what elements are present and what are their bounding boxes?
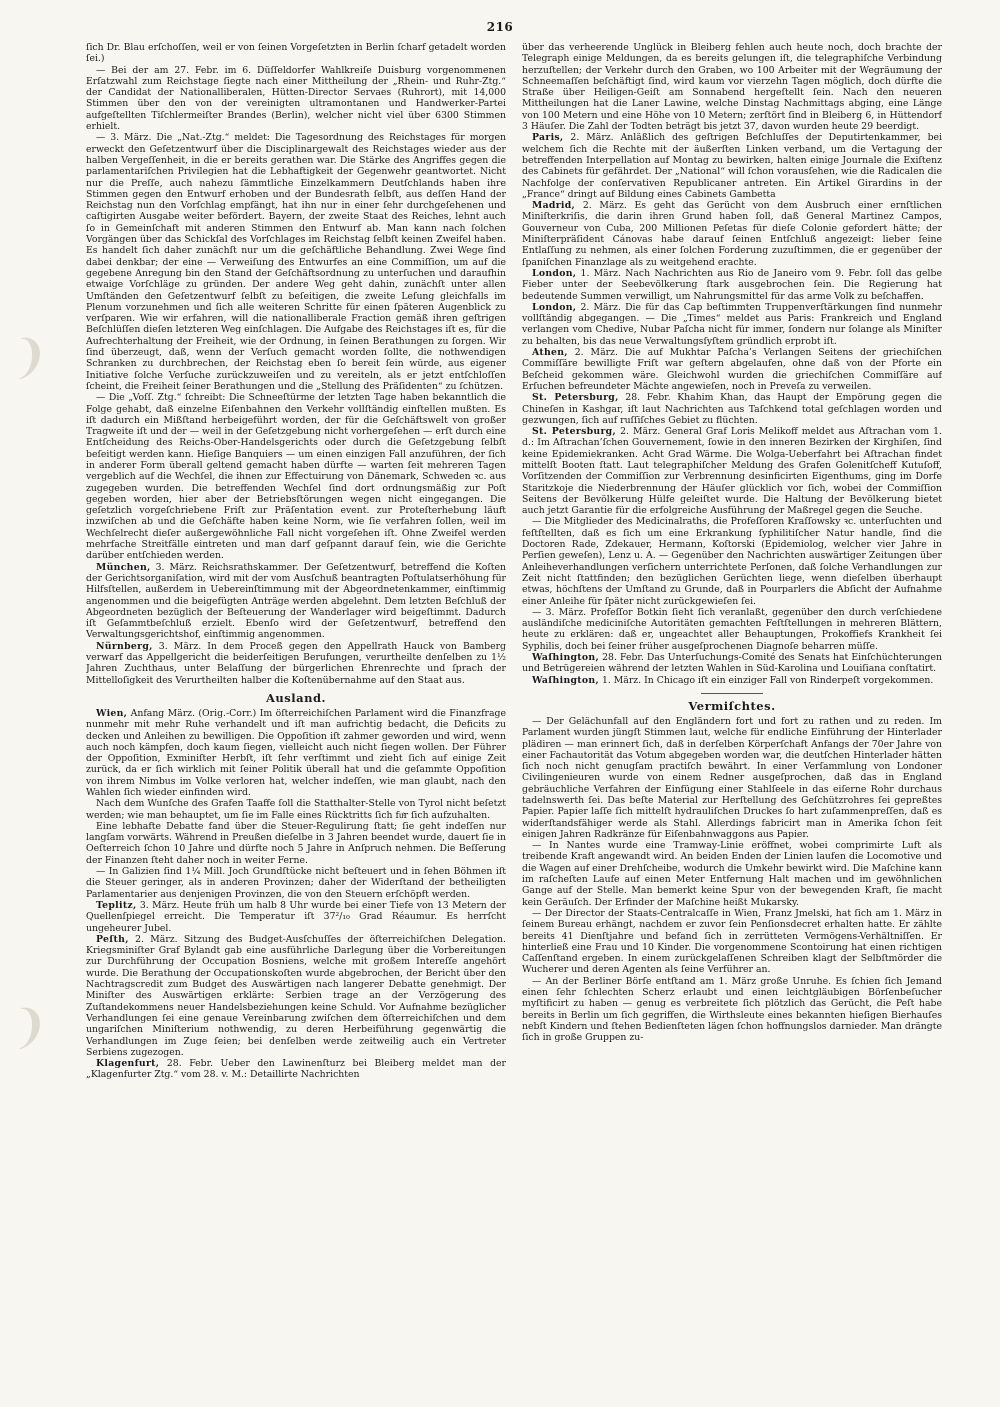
article-body: 2. März. Die für das Cap beſtimmten Truppenverſtärkungen ſind nunmehr vollſtändig abgegangen. — Die „Times“ meldet aus Paris: Frankreich und England verlangen vom Chedive, Nubar Paſcha nicht für immer, ſondern nur ſolange als Miniſter zu behalten, bis das neue Verwaltungsſyſtem gründlich erprobt iſt. bbox=[522, 301, 942, 347]
article-text: Eine lebhafte Debatte fand über die Steuer-Regulirung ſtatt; ſie geht indeſſen nur langſam vorwärts. Während in Preußen dieſelbe in 3 Jahren beendet wurde, dauert ſie in Oeſterreich ſchon 10 Jahre und dürfte noch 5 Jahre in Anſpruch nehmen. Die Beſſerung der Finanzen ſteht daher noch in weiter Ferne. bbox=[86, 820, 506, 866]
article-body: Anfang März. (Orig.-Corr.) Im öſterreichiſchen Parlament wird die Finanzfrage nunmehr mit mehr Ruhe verhandelt und iſt man aufrichtig bedacht, die Deficits zu decken und Anleihen zu bewilligen. Die Oppoſition iſt zahmer geworden und wird, wenn auch noch kämpfen, doch kaum ſiegen, vielleicht auch nicht ſiegen wollen. Der Führer der Oppoſition, Exminiſter Herbſt, iſt ſehr verſtimmt und zieht ſich auf einige Zeit zurück, da er ſich wirklich mit ſeiner Politik überall hat und die geſammte Oppoſition von ihrem Nimbus im Volke verloren hat, welcher indeſſen, wie man glaubt, nach den Wahlen ſich wieder einfinden wird. bbox=[86, 707, 506, 798]
article-text: — In Galizien ſind 1¼ Mill. Joch Grundſtücke nicht beſteuert und in ſehen Böhmen iſt die Steuer geringer, als in anderen Provinzen; daher der Widerſtand der betheiligten Parlamentarier aus denjenigen Provinzen, die von den Steuern erſchöpft werden. bbox=[86, 866, 506, 900]
article-text: — Der Director der Staats-Centralcaſſe in Wien, Franz Jmelski, hat ſich am 1. März in ſeinem Bureau erhängt, nachdem er zuvor ſein Penſionsdecret erhalten hatte. Er zählte bereits 41 Dienſtjahre und befand ſich in zerrütteten Vermögens-Verhältniſſen. Er hinterließ eine Frau und 10 Kinder. Die vorgenommene Scontoirung hat einen richtigen Caſſenſtand ergeben. In einem zurückgelaſſenen Schreiben klagt der Selbſtmörder die Wucherer und deren Agenten als ſeine Verführer an. bbox=[522, 907, 942, 976]
dateline-place: Wien, bbox=[96, 707, 128, 719]
article-body: 1. März. In Chicago iſt ein einziger Fall von Rinderpeſt vorgekommen. bbox=[599, 674, 934, 686]
article-text bbox=[522, 347, 942, 392]
article-body: 28. Febr. Ueber den Lawinenſturz bei Bleiberg meldet man der „Klagenfurter Ztg.“ vom 28. v. M.: Detaillirte Nachrichten bbox=[86, 1058, 506, 1081]
dateline-place: München, bbox=[96, 561, 151, 573]
article-text: ſich Dr. Blau erſchoſſen, weil er von ſeinen Vorgeſetzten in Berlin ſcharf getadelt worden ſei.) bbox=[86, 42, 506, 65]
article-text bbox=[86, 641, 506, 686]
article-text bbox=[86, 900, 506, 934]
dateline-place: Paris, bbox=[532, 132, 564, 144]
article-body: 2. März. Anläßlich des geſtrigen Beſchluſſes der Deputirtenkammer, bei welchem ſich die Rechte mit der äußerſten Linken verband, um die Vertagung der betreffenden Interpellation auf Montag zu bewirken, halten einige Journale die Exiſtenz des Cabinets für gefährdet. Der „National“ will ſchon vorausſehen, wie die Radicalen die Nachfolge der conſervativen Republicaner antreten. Ein Artikel Girardins in der „France“ dringt auf Bildung eines Cabinets Gambetta bbox=[522, 132, 942, 200]
article-text: — In Nantes wurde eine Tramway-Linie eröffnet, wobei comprimirte Luft als treibende Kraft angewandt wird. An beiden Enden der Linien laufen die Locomotive und die Wagen auf einer Drehſcheibe, wodurch die Umkehr bewirkt wird. Die Maſchine kann im raſcheſten Laufe auf einen Meter Entfernung Halt machen und im gewöhnlichen Gange auf der Stelle. Man bemerkt keine Spur von der bewegenden Kraft, ſie macht kein Geräuſch. Der Erfinder der Maſchine heißt Mukarsky. bbox=[522, 840, 942, 908]
column-right bbox=[522, 42, 942, 1362]
article-text bbox=[522, 132, 942, 200]
dateline-place: London, bbox=[532, 267, 577, 279]
article-text: über das verheerende Unglück in Bleiberg fehlen auch heute noch, doch brachte der Telegraph einige Meldungen, da es bereits gelungen iſt, die telegraphiſche Verbindung herzuſtellen; der Verkehr durch den Graben, wo 100 Arbeiter mit der Wegräumung der Schneemaſſen beſchäftigt ſind, wird kaum vor vierzehn Tagen möglich, doch dürfte die Straße über Heiligen-Geiſt am Sonnabend hergeſtellt ſein. Nach den neueren Mittheilungen hat die Laner Lawine, welche Dinstag Nachmittags abging, eine Länge von 100 Metern und eine Höhe von 10 Metern; zerſtört ſind in Bleiberg 6, in Hüttendorf 3 Häuſer. Die Zahl der Todten beträgt bis jetzt 37, davon wurden heute 29 beerdigt. bbox=[522, 42, 942, 133]
article-text bbox=[522, 392, 942, 426]
article-text bbox=[522, 200, 942, 268]
article-body: 3. März. Reichsrathskammer. Der Geſetzentwurf, betreffend die Koſten der Gerichtsorganiſation, wird mit der vom Ausſchuß beantragten Poſtulatserhöhung für Hilfsſtellen, außerdem in Uebereinſtimmung mit der Abgeordnetenkammer, einſtimmig angenommen und die beigefügten Anträge werden abgelehnt. Dem letzten Beſchluß der Abgeordneten bezüglich der Beſteuerung der Wanderlager wird beigeſtimmt. Dadurch iſt Geſammtbeſchluß erzielt. Ebenſo wird der Geſetzentwurf, betreffend den Verwaltungsgerichtshof, einſtimmig angenommen. bbox=[86, 561, 506, 641]
article-text bbox=[522, 675, 942, 686]
article-body: 1. März. Nach Nachrichten aus Rio de Janeiro vom 9. Febr. ſoll das gelbe Fieber unter der Seebevölkerung ſtark ausgebrochen ſein. Die Regierung hat bedeutende Summen verwilligt, um Nahrungsmittel für das arme Volk zu beſchaffen. bbox=[522, 267, 942, 302]
dateline-place: Athen, bbox=[532, 347, 568, 359]
article-text: — Die „Voſſ. Ztg.“ ſchreibt: Die Schneeſtürme der letzten Tage haben bekanntlich die Folge gehabt, daß einzelne Eiſenbahnen den Verkehr vollſtändig einſtellen mußten. Es iſt dadurch ein Mißſtand herbeigeführt worden, der für die Geſchäftswelt von großer Tragweite iſt und der — weil in der Geſetzgebung nicht vorhergeſehen — erſt durch eine Entſcheidung des Reichs-Ober-Handelsgerichts oder durch die Geſetzgebung ſelbſt beſeitigt werden kann. Hieſige Banquiers — um einen einzigen Fall anzuführen, der ſich in anderer Form überall geltend gemacht haben dürfte — warten ſeit mehreren Tagen vergeblich auf die Wechſel, die ihnen zur Effectuirung von Dänemark, Schweden ꝛc. aus zugegeben wurden. Die betreffenden Wechſel ſind dort ordnungsmäßig zur Poſt gegeben worden, hier aber der Betriebsſtörungen wegen nicht eingegangen. Die geſetzlich vorgeſchriebene Friſt zur Präſentation event. zur Proteſterhebung läuft inzwiſchen ab und die Geſchäfte haben keine Norm, wie ſie verfahren ſollen, weil im Wechſelrecht dieſer außergewöhnliche Fall nicht vorgeſehen iſt. Ohne Zweifel werden mehrfache Streitfälle eintreten und man darf geſpannt darauf ſein, wie die Gerichte darüber entſchieden werden. bbox=[86, 392, 506, 562]
article-body: 2. März. Die auf Mukhtar Paſcha’s Verlangen Seitens der griechiſchen Commiſſäre bewilligte Friſt war geſtern abgelaufen, ohne daß von der Pforte ein Beſcheid gekommen wäre. Gleichwohl wurden die griechiſchen Commiſſäre auf Erſuchen befreundeter Mächte angewieſen, noch in Preveſa zu verweilen. bbox=[522, 347, 942, 392]
article-text bbox=[86, 934, 506, 1058]
article-text bbox=[522, 268, 942, 302]
article-text bbox=[86, 1058, 506, 1081]
section-divider bbox=[701, 693, 763, 694]
article-text bbox=[522, 652, 942, 675]
article-text bbox=[522, 426, 942, 516]
article-text: — 3. März. Profeſſor Botkin ſieht ſich veranlaßt, gegenüber den durch verſchiedene ausländiſche mediciniſche Autoritäten gemachten Feſtſtellungen in mehreren Blättern, heute zu erklären: daß er, ungeachtet aller Behauptungen, Prokoffiefs Krankheit ſei Syphilis, doch bei ſeiner früher ausgeſprochenen Diagnoſe beharren müſſe. bbox=[522, 606, 942, 652]
article-body: 28. Febr. Khahim Khan, das Haupt der Empörung gegen die Chineſen in Kashgar, iſt laut Nachrichten aus Taſchkend total geſchlagen worden und gezwungen, ſich auf ruſſiſches Gebiet zu flüchten. bbox=[522, 392, 942, 426]
section-heading-vermischtes: Vermiſchtes. bbox=[688, 698, 776, 713]
dateline-place: Madrid, bbox=[532, 200, 576, 212]
article-text: — 3. März. Die „Nat.-Ztg.“ meldet: Die Tagesordnung des Reichstages für morgen erweckt den Geſetzentwurf über die Disciplinargewalt des Reichstages wieder aus der halben Vergeſſenheit, in die er bereits gerathen war. Die Stärke des Angriffes gegen die parlamentariſchen Privilegien hat die Lebhaftigkeit der Gegenwehr geantwortet. Nicht nur die Preſſe, auch nahezu ſämmtliche Einzelkammern Deutſchlands haben ihre Stimmen gegen den Entwurf erhoben und der Bundesrath ſelbſt, aus deſſen Hand der Reichstag nun den Vorſchlag empfängt, hat ihn nur in einer ſehr durchgeſehenen und caſtigirten Ausgabe weiter befördert. Bayern, der zweite Staat des Reiches, lehnt auch ſo in Gemeinſchaft mit anderen Stimmen den Entwurf ab. Man kann nach ſolchen Vorgängen über das Schickſal des Vorſchlages im Reichstag ſelbſt keinen Zweifel haben. Es handelt ſich daher zunächſt nur um die geſchäftliche Behandlung. Zwei Wege ſind dabei denkbar; der eine — Verweiſung des Entwurfes an eine Commiſſion, um auf die gegebene Anregung bin den Stand der Geſchäftsordnung zu unterſuchen und daraufhin etwaige Vorſchläge zu gründen. Der andere Weg geht dahin, zunächſt unter allen Umſtänden den Geſetzentwurf ſelbſt zu beſeitigen, die zweite Leſung gleichfalls im Plenum vorzunehmen und ſich alle weiteren Schritte für einen ſpäteren Augenblick zu verſparen. Wie wir erfahren, will die nationalliberale Fraction gemäß ihren geſtrigen Beſchlüſſen dieſen letzteren Weg einſchlagen. Die Aufgabe des Reichstages iſt es, für die Aufrechterhaltung der Freiheit, wie der Ordnung, in ſeinen Berathungen zu ſorgen. Wir ſind überzeugt, daß, wenn der Verſuch gemacht worden ſollte, die nothwendigen Schranken zu durchbrechen, der Reichstag eben ſo bereit ſein würde, aus eigener Initiative ſolche Verſuche zurückzuweiſen und zu vereiteln, als er jetzt entſchloſſen ſcheint, die Freiheit ſeiner Berathungen und die „Stellung des Präſidenten“ zu ſchützen. bbox=[86, 132, 506, 392]
dateline-place: St. Petersburg, bbox=[532, 392, 619, 404]
dateline-place: Waſhington, bbox=[532, 652, 599, 664]
article-body: 3. März. In dem Proceß gegen den Appellrath Hauck von Bamberg verwarf das Appellgericht die beiderſeitigen Berufungen, verurtheilte denſelben zu 1½ Jahren Zuchthaus, unter Belaſſung der bürgerlichen Ehrenrechte und ſprach der Mittelloſigkeit des Verurtheilten halber die Koſtenübernahme auf den Staat aus. bbox=[86, 640, 506, 686]
article-text: — Der Gelächunfall auf den Engländern fort und fort zu rathen und zu reden. Im Parlament wurden jüngſt Stimmen laut, welche für endliche Einführung der Hinterlader plädiren — man erinnert ſich, daß in derſelben Körperſchaft Anfangs der 70er Jahre von einer Fachautorität das Votum abgegeben worden war, die deutſchen Hinterlader hätten ſich noch nicht genugſam practiſch bewährt. In einer Verſammlung von Londoner Civilingenieuren wurde von einem Redner ausgeſprochen, daß das in England gebräuchliche Verfahren der Einfügung einer Stahlſeele in das eiſerne Rohr durchaus tadelnswerth ſei. Das beſte Material zur Herſtellung des Geſchützrohres ſei gepreßtes Papier. Papier laſſe ſich mittelſt hydrauliſchen Druckes ſo hart zuſammenpreſſen, daß es widerſtandsfähiger werde als Stahl. Allerdings fabricirt man in Amerika ſchon ſeit einigen Jahren Radkränze für Eiſenbahnwaggons aus Papier. bbox=[522, 715, 942, 840]
ink-mark: ❩ bbox=[3, 997, 50, 1056]
dateline-place: Nürnberg, bbox=[96, 640, 153, 652]
article-body: 2. März. General Graf Loris Melikoff meldet aus Aſtrachan vom 1. d.: Im Aſtrachan’ſchen Gouvernement, ſowie in den inneren Bezirken der Kirghiſen, ſind keine Epidemiekranken. Acht Grad Wärme. Die Wolga-Ueberfahrt bei Aſtrachan findet mittelſt Booten ſtatt. Laut telegraphiſcher Meldung des Grafen Golenitſcheff Kutuſoff, Vorſitzenden der Commiſſion zur Verbrennung desinficirten Eigenthums, ging im Dorfe Staritzkoje die Niederbrennung der Häuſer glücklich vor ſich, wobei der Commiſſion Seitens der Bevölkerung Hülfe geleiſtet wurde. Die Haltung der Bevölkerung bietet auch jetzt Garantie für die erfolgreiche Ausführung der Maßregel gegen die Seuche. bbox=[522, 426, 942, 517]
article-text bbox=[86, 708, 506, 798]
article-body: 28. Febr. Das Unterſuchungs-Comité des Senats hat Einſchüchterungen und Betrügereien während der letzten Wahlen in Süd-Karolina und Louiſiana conſtatirt. bbox=[522, 652, 942, 675]
dateline-place: St. Petersburg, bbox=[532, 426, 616, 438]
article-text: — Die Mitglieder des Medicinalraths, die Profeſſoren Kraſſowsky ꝛc. unterſuchten und feſtſtellten, daß es ſich um eine Erkrankung ſyphilitiſcher Natur handle, ſind die Doctoren Rade, Zdekauer, Hermann, Koſtorski (Epidemiolog, welcher vier Jahre in Perſien geweſen), Lenz u. A. — Gegenüber den Nachrichten auswärtiger Zeitungen über Anleiheverhandlungen verſichern unterrichtete Perſonen, daß ſolche Verhandlungen zur Zeit nicht ſtattfinden; den bezüglichen Gerüchten liege, wenn dieſelben überhaupt etwas, höchſtens der Umſtand zu Grunde, daß in Pourparlers die Abſicht der Aufnahme einer Anleihe für ſpäter nicht zurückgewieſen ſei. bbox=[522, 516, 942, 607]
dateline-place: Klagenfurt, bbox=[96, 1058, 160, 1070]
article-body: 2. März. Sitzung des Budget-Ausſchuſſes der öſterreichiſchen Delegation. Kriegsminiſter Graf Bylandt gab eine ausführliche Darlegung über die Vorbereitungen zur Durchführung der Occupation Bosniens, welche mit großem Intereſſe angehört wurde. Die Berathung der Occupationskoſten wurde abgebrochen, der Bericht über den Nachtragscredit zum Budget des Auswärtigen nach langerer Debatte genehmigt. Der Miniſter des Auswärtigen erklärte: Serbien trage an der Verzögerung des Zuſtandekommens neuer Handelsbeziehungen keine Schuld. Vor Aufnahme bezüglicher Verhandlungen ſei eine genaue Vereinbarung zwiſchen dem öſterreichiſchen und dem ungariſchen Miniſterium nothwendig, zu deren Herbeiführung gegenwärtig die Verhandlungen im Zuge ſeien; bei denſelben werde zeitweilig auch ein Vertreter Serbiens zugezogen. bbox=[86, 933, 506, 1058]
article-body: 2. März. Es geht das Gerücht von dem Ausbruch einer ernſtlichen Miniſterkriſis, die darin ihren Grund haben ſoll, daß General Martinez Campos, Gouverneur von Cuba, 200 Millionen Peſetas für dieſe Colonie gefordert hätte; der Miniſterpräſident Cánovas habe darauf ſeinen Entſchluß angezeigt: lieber ſeine Entlaſſung zu nehmen, als einer ſolchen Forderung zuzuſtimmen, die er gegenüber der ſpaniſchen Finanzlage als zu weitgehend erachte. bbox=[522, 200, 942, 268]
dateline-place: Waſhington, bbox=[532, 674, 599, 686]
dateline-place: Peſth, bbox=[96, 933, 129, 945]
article-text bbox=[86, 562, 506, 641]
column-left bbox=[86, 42, 506, 1362]
columns bbox=[86, 42, 942, 1362]
article-text: — Bei der am 27. Febr. im 6. Düſſeldorfer Wahlkreiſe Duisburg vorgenommenen Erſatzwahl zum Reichstage ſiegte nach einer Mittheilung der „Rhein- und Ruhr-Ztg.“ der Candidat der Nationalliberalen, Hütten-Director Servaes (Ruhrort), mit 14,000 Stimmen über den von der vereinigten ultramontanen und Handwerker-Partei aufgeſtellten Tiſchlermeiſter Brandes (Berlin), welcher nicht viel über 6300 Stimmen erhielt. bbox=[86, 64, 506, 133]
article-body: 3. März. Heute früh um halb 8 Uhr wurde bei einer Tiefe von 13 Metern der Quellenſpiegel erreicht. Die Temperatur iſt 37²/₁₀ Grad Réaumur. Es herrſcht ungeheurer Jubel. bbox=[86, 899, 506, 934]
dateline-place: Teplitz, bbox=[96, 899, 137, 911]
article-text: Nach dem Wunſche des Grafen Taaffe ſoll die Statthalter-Stelle von Tyrol nicht beſetzt werden; wie man behauptet, um ſie im Falle eines Rücktritts ſich fuͤr ſich aufzuhalten. bbox=[86, 798, 506, 821]
section-heading-ausland: Ausland. bbox=[266, 690, 326, 705]
article-text bbox=[522, 302, 942, 347]
dateline-place: London, bbox=[532, 301, 577, 313]
article-text: — An der Berliner Börſe entſtand am 1. März große Unruhe. Es ſchien ſich Jemand einen ſehr ſchlechten Scherz erlaubt und einen leichtgläubigen Börſenbeſucher myſtificirt zu haben — genug es verbreitete ſich plötzlich das Gerücht, die Peſt habe bereits in Berlin um ſich gegriffen, die Wirthsleute eines bekannten hieſigen Bierhauſes nebſt Kindern und ſtehen Bedienſteten lägen ſchon hoffnungslos darnieder. Man drängte ſich in große Gruppen zu- bbox=[522, 975, 942, 1044]
ink-mark: ❩ bbox=[3, 327, 50, 386]
page-number: 216 bbox=[486, 20, 514, 34]
